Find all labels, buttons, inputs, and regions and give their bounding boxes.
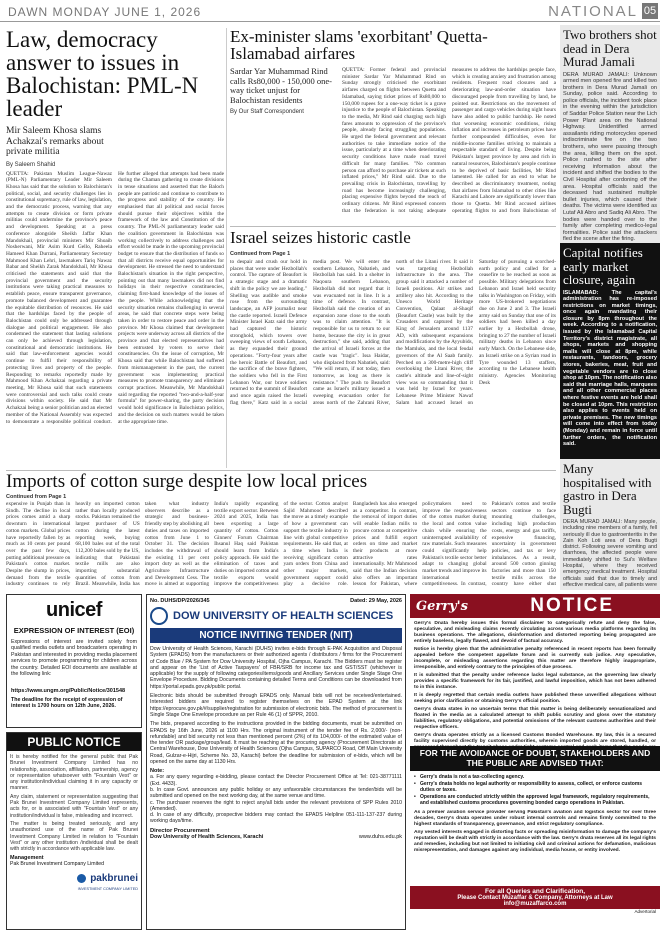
unicef-logo: unicef [46, 599, 102, 621]
section-title: NATIONAL [548, 3, 638, 20]
gerrys-para: It is submitted that the penalty under reference lacks legal substance, as the governing law clearly provides a specific framework for its fair, justified, and lawful imposition, which has not been adhered to in this instance. [414, 673, 656, 690]
story3-body: to despair and crush our hold in places that were under Hezbollah's control. The capture of Beaufort is a strategic stage and a dramatic shift in the policy we are leading." Shelling was audible and smoke rose from the surrounding landscape, an AFP journalist near the castle reported. Israeli Defence Minister Israel Katz said the army had captured the historic stronghold, which towers over sweeping views of south Lebanon, as they expanded their ground operations. "Forty-four years after the heroic Battle of Beaufort, and the sacrifice of the brave fighters, the soldiers who fell in the First Lebanon War, our brave soldiers returned to the summit of Beaufort and once again raised the Israeli flag there," Katz said in a social media post. We will enter the southern Lebanon, Nabatieh, and Hezbollah has said. In a shelter in Naqoura southern Lebanon, Hezbollah did not regard that it was evacuated not in line. It is a time of defence. In contrast, Hezbollah said the creation of an expansion zone close to the south was to claim attention. "It is responsible for us to return to our home, because the city is in great destruction," she said, adding that the arrival of Israeli forces at the castle was "tragic". Issa Haidar, who displaced from Nabatieh, said: "We will return, if not today, then tomorrow, as long as there is resistance." The push to Beaufort came as Israel's military issued a sweeping evacuation order for areas north of the Zahrani River, north of the Litani river. It said it was targeting Hezbollah infrastructure in the area. The group said it attacked a number of Israeli positions. Air strikes and artillery also hit. According to the Unesco World Heritage Convention, Qalaat al-Shaqif (Beaufort Castle) was built by the Crusaders and captured by the King of Jerusalem around 1137 AD, with subsequent expansions and modifications by the Ayyubids, the Mamluks, and the local feudal governors of the Al Saab family. Perched on a 300-metre-high cliff overlooking the Litani River, the castle's altitude and line-of-sight view was so commanding that it was held by Israel for years. Lebanese Prime Minister Nawaf Salam had accused Israel on Saturday of pursuing a scorched-earth policy and called for a ceasefire to be reached as soon as possible. Military delegations from Lebanon and Israel held security talks in Washington on Friday, with more US-brokered negotiations due on June 2 and 3. The Israeli army said on Sunday that one of its soldiers had been killed a day earlier by a Hezbollah drone, bringing to 27 the number of Israeli military deaths in Lebanon since early March. On the Lebanese side, an Israeli strike on a Syrian road in Tyre wounded 13 staffers, according to the Lebanese health ministry. Agencies Monitoring Desk [230, 259, 556, 406]
duhs-note: d. In case of any difficulty, prospective bidders may contact the EPADS Helpline 051-111-137-237 during working days/time. [150, 812, 402, 825]
gerrys-notice-ad [410, 594, 660, 934]
duhs-note: c. The purchaser reserves the right to reject any/all bids under the relevant provisions of SPP Rules 2010 (Amended). [150, 799, 402, 812]
duhs-para: The bids, prepared according to the instructions provided in the bidding documents, must be submitted on EPADS by 16th June, 2026 at 1100 Hrs. The original instrument of the tender fee of Rs. 2,000/- (non-refundable) and bid security not less than mentioned percent (2%) of its 104,000/- of the estimated value of the tender OR package/group/lead. It must be reaching at the procuring agency (Procurement Directorate at Central Warehouse, Dow University of Health Sciences (Ojha Campus, SUPARCO Road, Off Main University Road, Gulzar-e-Hijri, Scheme No. 33, Karachi) before the deadline for submission of e-bids, which will be opened on the same day at 1130 Hrs. [150, 721, 402, 766]
gerrys-para: Notice is hereby given that the administrative penalty referenced in recent reports has been formally appealed before the competent appellate forum and is currently sub judice. Any speculative, incomplete, or misleading assertions regarding this matter are therefore highly inappropriate, irresponsible, and entirely contrary to the principles of due process. [414, 647, 656, 670]
story-law-democracy [6, 28, 224, 468]
story3-headline: Israel seizes historic castle [230, 229, 411, 247]
gerrys-contact-line: Please Contact Muzaffar & Company, Attorneys at Law [457, 895, 613, 901]
gerrys-advertorial-label: Advertorial [634, 909, 656, 914]
story-cotton-imports [6, 472, 556, 590]
story4-body: expensive in Punjab than in Sindh. The decline in local prices comes amid a sharp downturn in international cotton markets. Global prices have reportedly fallen by as much as 10 cents per pound over the past few days, putting additional pressure on Pakistan's cotton market. Despite the slump in prices, demand from the textile industry continues to rely heavily on imported cotton rather than locally produced stocks. Pakistan remained the largest purchaser of US cotton during the latest reporting week, buying 68,100 bales out of the total 112,200 bales sold by the US, indicating that Pakistani textile mills are also importing substantial quantities of cotton from Brazil. Meanwhile, India has taken what industry observers describe as a strategic and business-friendly step by abolishing all duties and taxes on imported cotton from June 1 to October 31. The decision includes the withdrawal of the existing 11 per cent import duty as well as the Agriculture Infrastructure and Development Cess. The move is aimed at supporting India's rapidly expanding textile export sector. Between 2024 and 2025, India has been exporting a large quantity of cotton. Cotton Ginners' Forum Chairman Ihsanul Haq said Pakistan should learn from India's policy approach. He said the elimination of taxes and duties on imported cotton and textile exports would improve the competitiveness of the sector. Cotton analyst Sajid Mahmood described the move as a timely example of how a government can support the textile industry in line with global competitive requirements. He said that, at a time when India is receiving significant cotton yarn orders from China and other major markets, government support could play a decisive role. Bangladesh has also emerged as a competitor. In contrast, the removal of import duties will enable Indian mills to procure cotton at competitive prices and fulfill export orders on time and market their products at more attractive rates internationally. Mr Mahmood said that the Indian decision also offers an important lesson for Pakistan, where policymakers need to improve the responsiveness of the cotton market during the local and cotton value chain while ensuring the uninterrupted availability of raw materials. Such measures could significantly help Pakistan's textile sector better adapt to changing global market trends and improve its international competitiveness. In contrast, Pakistan's cotton and textile sectors continue to face mounting challenges, including high production costs, energy and gas tariffs, expensive financing, uncertainty in government policies, and tax or levy imbalances. As a result, around 500 cotton ginning factories and more than 150 textile mills across the country have either shut [6, 501, 556, 588]
gerrys-para: Gerry's Dnata hereby issues this formal disclaimer to categorically refute and deny the false, speculative, and misleading claims recently circulating across various media platforms regarding its business operations. The allegations, disinformation and distorted reporting being propagated are entirely baseless, legally flawed, and devoid of factual accuracy. [414, 621, 656, 644]
duhs-title: NOTICE INVITING TENDER (NIT) [150, 628, 402, 643]
duhs-logo-icon [150, 607, 168, 625]
story3-continued: Continued from Page 1 [230, 251, 291, 257]
duhs-note: a. For any query regarding e-bidding, please contact the Director Procurement Office at Tel: 021-38771111 (Ext. 4433). [150, 774, 402, 787]
sidebar [560, 25, 660, 590]
story-airfares [230, 28, 556, 223]
story2-headline: Ex-minister slams 'exorbitant' Quetta-Islamabad airfares [230, 28, 488, 63]
sidebar-story1-body: DERA MURAD JAMALI: Unknown armed men opened fire and killed two brothers in Dera Murad Jamali on Sunday, police said. According to police officials, the incident took place in the evening within the jurisdiction of Saddar Police Station near the Lich Power Plant area on the National Highway. Unidentified armed assailants riding motorcycles opened indiscriminate fire on the two brothers, who were passing through the area, killing them on the spot. Police rushed to the site after receiving information about the incident and shifted the bodies to the Civil Hospital after cordoning off the area. Hospital officials said the deceased had sustained multiple bullet injuries, which caused their deaths. The victims were identified as Lutaf Ali Abro and Sadiq Ali Abro. The bodies were handed over to the family after completing medico-legal formalities. Police said the attackers fled the scene after the firing. [563, 71, 657, 243]
public-notice-title: PUBLIC NOTICE [7, 733, 141, 751]
pakbrunei-logo-icon [77, 874, 86, 883]
gerrys-closing: As a premier aviation service provider serving Pakistan's aviation and logistics sector for over three decades, Gerry's dnata operates under robust internal controls and remains firmly committed to the highest standards of transparency, governance, and strict regulatory compliance. [414, 810, 656, 827]
duhs-ref-no: No. DUHS/DP/2026/345 [150, 598, 210, 604]
story2-body: QUETTA: Former federal and provincial minister Sardar Yar Muhammad Rind on Sunday strongly criticised the exorbitant airfares charged on flights between Quetta and Islamabad, saying ticket prices of Rs80,000 to 150,000 rupees for a one-way ticket is a grave injustice to the people of Balochistan. Speaking to the media, Mr Rind said charging such high fares amounts to oppression of the province's people, already facing struggling populations. He urged the federal government and relevant authorities to take immediate notice of the issue, particularly at a time when deteriorating security conditions have made road travel difficult for many families. "No common person can afford to purchase air tickets at such inflated prices," Mr Rind said. Due to the prevailing crisis in Balochistan, travelling by road has become increasingly challenging, placing expensive flights beyond the reach of ordinary citizens. Mr Rind expressed concern that the federation is not taking adequate measures to address the hardships people face, which is creating anxiety and frustration among residents. Frequent road closures and a deteriorating law-and-order situation have discouraged people from travelling by land, he pointed out. Restrictions on the movement of passenger and cargo vehicles during night hours have also added to public hardship. He noted that worsening economic conditions, rising inflation and increases in petroleum prices have further compounded difficulties, even for middle-income families striving to maintain a respectable standard of living. Despite being Pakistan's largest province by area and rich in natural resources, Balochistan's people continue to be deprived of basic facilities, Mr Rind lamented. He called for an end to what he described as discriminatory treatment, noting that airfares from Islamabad to other cities like Karachi and Lahore are significantly lower than those to Quetta. Mr Rind accused airlines operating flights to and from Balochistan of [342, 67, 556, 214]
public-notice-para: Any claim, statement or representation suggesting that Pak Brunei Investment Company Limited represents, acts for, or is associated with "Fountain Vest" or any institution/individual is false, misleading and incorrect. [10, 793, 138, 819]
story2-subhead: Sardar Yar Muhammad Rind calls Rs80,000 - 150,000 one-way ticket unjust for Balochistan residents [230, 66, 332, 105]
unicef-eoi-link[interactable]: https://www.ungm.org/Public/Notice/301548 [11, 688, 126, 694]
duhs-tender-ad [146, 594, 406, 930]
gerrys-bullet: • Gerry's dnata holds no legal authority or responsibility to assess, collect, or enforce customs duties or taxes. [414, 781, 656, 793]
gerrys-bullet: • Operations are conducted strictly within the approved legal framework, regulatory requirements, and established customs procedures governing bonded cargo operations in Pakistan. [414, 794, 656, 806]
story1-headline: Law, democracy answer to issues in Balochistan: PML-N leader [6, 28, 199, 121]
unicef-eoi-body: Expressions of interest are invited solely from qualified media outlets and broadcasters operating in Pakistan and interested in providing media placement services to promote programming for children across the country. Detailed EOI documents are available at the following link: [11, 639, 137, 678]
sidebar-story-brothers [560, 25, 660, 243]
unicef-eoi-deadline: The deadline for the receipt of expression of interest is 1700 hours on 12th June, 2026. [11, 697, 123, 710]
sidebar-story3-body: DERA MURAD JAMALI: Many people, including nine members of a family, fell seriously ill due to gastroenteritis in the Zain Koh Loti area of Dera Bugti district. Following severe vomiting and diarrhoea, the affected people were immediately shifted to Sui's Welfare Hospital, where they received emergency medical treatment. Hospital officials said that due to timely and effective medical care, all patients were [563, 519, 657, 587]
duhs-note-label: Note: [150, 768, 165, 775]
duhs-dated: Dated: 29 May, 2026 [350, 598, 402, 604]
public-notice-management: Management [10, 855, 44, 862]
duhs-university: DOW UNIVERSITY OF HEALTH SCIENCES [173, 610, 394, 622]
gerrys-notice-title: NOTICE [530, 595, 614, 616]
story1-body: QUETTA: Pakistan Muslim League-Nawaz (PML-N) Parliamentary Leader Mir Saleem Khosa has said that the solution to Balochistan's political, social, and security challenges lies in constitutional supremacy, rule of law, legislation, and the democratic process, warning that any attempts to create division or form private militias could undermine the province's peace and development. Speaking at a press conference alongside Sheikh Jaffar Khan Mandokhail, provincial ministers Mir Shoaib Nosherwani, Mir Asim Kurd Gello, Raheela Hameed Khan Durrani, Parliamentary Secretary Mahmood Khan Lehri, lawmakers Tariq Nawaz Babar and Sheikh Zarak Mandokhail, Mr Khosa criticised the statements and said that the provincial government and the security institutions were taking practical measures to establish peace, ensure transparent governance, promote balanced development and guarantee the equitable distribution of resources. He said that the hardships faced by the people of Balochistan could only be addressed through dialogue and political engagement. He also condemned the statement that lasting solutions can only be achieved through legislation, constitutional and democratic institutions. He said that law-enforcement agencies would continue to fulfil their responsibility of protecting lives and property of the people. Responding to remarks reportedly made by Mahmood Khan Achakzai regarding a private meeting, Mr Khosa said that such statements were controversial and such talks could create divisions within society. He said that Mr Achakzai being a senior politician and an elected member of the National Assembly was expected to demonstrate a responsible political conduct. He further alleged that attempts had been made during the Chaman gathering to create divisions in tense situations and asserted that the Baloch people are patriotic and continue to contribute to the progress and stability of the country. He emphasised that all political and social forces should pursue their objectives within the framework of the law and Constitution of the country. The PML-N parliamentary leader said the coalition government in Balochistan was working collectively to address challenges and effort would be made in the upcoming provincial budget to ensure that the distribution of funds so that all districts receive equal opportunities for development. He stressed the need to understand Balochistan's situation in the right perspective, pointing out that many lawmakers did not find holidays in their respective constituencies, claiming first-hand knowledge of the issues of the people. While acknowledging that the security situation remains challenging in several areas, he said that concrete steps were being taken in order to restore peace and order in the province. Mr Khosa claimed that development projects were underway across all districts of the province and that elected representatives had been entrusted by voters to serve their constituencies. On the issue of corruption, Mr Khosa said that while Balochistan had suffered from mismanagement in the past, the current government was implementing practical measures to promote transparency and eliminate corrupt practices. Meanwhile, Mr Mandokhail said regarding the reported "two-and-a-half-year formula" for power-sharing, the party decision would hold significance in Balochistan politics, and the decision on such matters would be taken at the appropriate time. [6, 170, 224, 425]
sidebar-story1-headline: Two brothers shot dead in Dera Murad Jamali [563, 27, 657, 69]
page-number: 05 [643, 5, 657, 17]
gerrys-closing: Any vested interests engaged in distorting facts or spreading misinformation to damage the company's reputation will be dealt with strictly in accordance with the law. Gerry's dnata reserves all its legal rights and remedies, including but not limited to initiating civil and criminal actions for defamation, malicious misrepresentation, and damages against any individual, media house, or entity involved. [414, 830, 656, 853]
story1-byline: By Saleem Shahid [6, 161, 56, 168]
duhs-website[interactable]: www.duhs.edu.pk [358, 833, 402, 840]
story4-headline: Imports of cotton surge despite low local prices [6, 472, 368, 492]
sidebar-story2-body: ISLAMABAD: The capital's administration has re-imposed restrictions on market timings, once again mandating their closure by 8pm throughout the week. According to a notification, issued by the Islamabad Capital Territory's district magistrate, all shops, markets and shopping malls will close at 8pm, while restaurants, tandoors, grocery stores, bakeries, meat, fruit and vegetable vendors are to close shop at 10pm. The notification also said that marriage halls, marquees and all other commercial places where festive events are held shall be closed at 10pm. This restriction also applies to events held on private premises. The new timings will come into effect from today (Monday) and remain in force until further orders, the notification said. [563, 289, 657, 448]
gerrys-contact-title: For all Queries and Clarification, [484, 888, 586, 895]
unicef-eoi-title: EXPRESSION OF INTEREST (EOI) [13, 626, 135, 635]
gerrys-bullets [410, 771, 660, 810]
duhs-note: b. In case Govt. announces any public holiday or any unfavorable circumstances the tender/bids will be submitted and opened on the next working day, at the same venue and time. [150, 786, 402, 800]
gerrys-contact-email[interactable]: info@muzaffarco.com [503, 901, 567, 907]
masthead-date: DAWN MONDAY JUNE 1, 2026 [8, 5, 202, 19]
pakbrunei-logo-sub: INVESTMENT COMPANY LIMITED [77, 887, 138, 892]
public-notice-para: The matter is being treated seriously, and any unauthorized use of the name of Pak Brunei Investment Company Limited in relation to "Fountain Vest" or any other institution /individual shall be dealt with strictly in accordance with applicable law. [10, 820, 138, 853]
duhs-signature-org: Dow University of Health Sciences, Karachi [150, 833, 264, 840]
unicef-eoi-ad [6, 594, 142, 728]
gerrys-para: Gerry's dnata states in no uncertain terms that this matter is being deliberately sensationalized and floated in the media as a calculated attempt to shift public scrutiny and gloss over the statutory liabilities, regulatory obligations, and potential omissions of the relevant customs authorities and their respective officers. [414, 707, 656, 730]
public-notice-ad [6, 732, 142, 930]
story4-continued: Continued from Page 1 [6, 494, 67, 500]
story2-byline: By Our Staff Correspondent [230, 109, 304, 115]
column-divider [226, 28, 227, 468]
public-notice-para: It is hereby notified for the general public that Pak Brunei Investment Company Limited has no relationship, association, affiliation, partnership, agency or representation whatsoever with "Fountain Vest" or any institution/individual claiming it in any capacity or manner. [10, 754, 138, 792]
sidebar-story3-headline: Many hospitalised with gastro in Dera Bugti [563, 461, 652, 517]
duhs-para: Electronic bids should be submitted through EPADS only. Manual bids will not be received/entertained. Interested bidders are required to register themselves on the EPAD System at the link https://eprocure.gov.pk/#/supplier/registration for submission of electronic bids. The method of procurement is Single Stage One Envelope procedure as per Rule 46 (1) of SPPR, 2010. [150, 693, 402, 718]
gerrys-logo: Gerry's [416, 598, 468, 614]
pakbrunei-logo: pakbrunei [90, 873, 138, 885]
sidebar-story2-headline: Capital notifies early market closure, again [563, 245, 643, 287]
duhs-para: Dow University of Health Sciences, Karachi (DUHS) invites e-bids through E-PAK Acquisition and Disposal System (EPADS) from the manufacturers or their authorized agents / distributors / firms for the Procurement of Code Blue / PA System for Dow University Hospital, Ojha Campus, Karachi. The Bidders must be register and appear on the 'List of Active Taxpayers' of FBR/SRB for income tax and GST/SST (whichever is applicable) for the supply of following categories/items/goods and Ancillary Services under Single Stage One Envelope Procedure. Bidding Documents containing detailed Terms and Conditions can be downloaded from https://portal.epads.gov.pk/public portal. [150, 646, 402, 690]
public-notice-org: Pak Brunei Investment Company Limited [10, 861, 104, 868]
duhs-signature-name: Director Procurement [150, 827, 210, 834]
gerrys-bullet: • Gerry's dnata is not a tax-collecting agency. [414, 774, 656, 780]
masthead [0, 0, 660, 22]
gerrys-avoid-title: FOR THE AVOIDANCE OF DOUBT, STAKEHOLDERS AND THE PUBLIC ARE ADVISED THAT: [410, 746, 660, 771]
sidebar-story-capital [560, 243, 660, 459]
story-israel-castle [230, 229, 556, 467]
gerrys-para: Gerry's dnata operates strictly as a licensed Customs Bonded Warehouse. By law, this is a secured facility supervised directly by customs authorities, wherein imported goods are stored, handled, or [414, 733, 656, 744]
sidebar-story-gastro [560, 459, 660, 587]
story1-subhead: Mir Saleem Khosa slams Achakzai's remarks about private militia [6, 126, 104, 157]
gerrys-para: It is deeply regretted that certain media outlets have published these unverified allegations without seeking prior clarification or obtaining Gerry's official position. [414, 693, 656, 704]
divider-rule [230, 226, 556, 227]
divider-rule [6, 470, 556, 471]
